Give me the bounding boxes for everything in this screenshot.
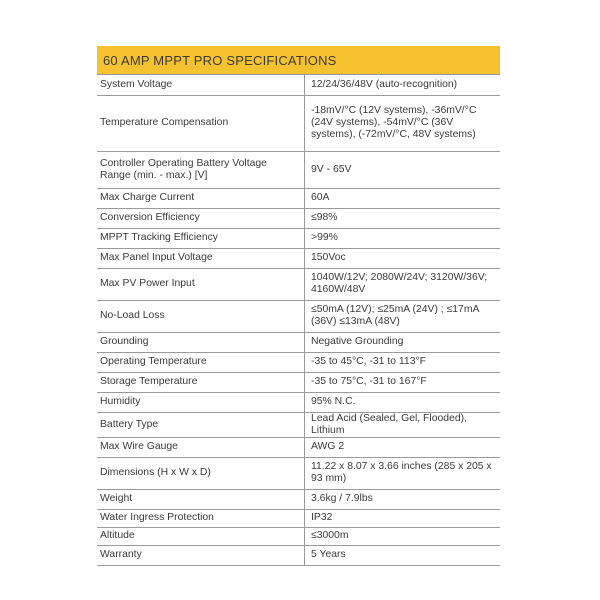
spec-value: Lead Acid (Sealed, Gel, Flooded), Lithium [305, 412, 501, 437]
spec-label: Water Ingress Protection [97, 509, 305, 527]
table-row [97, 372, 500, 392]
table-row [97, 527, 500, 545]
spec-label: Weight [97, 489, 305, 509]
spec-value: 9V - 65V [305, 151, 501, 188]
spec-label: Storage Temperature [97, 372, 305, 392]
spec-value: ≤98% [305, 208, 501, 228]
table-row [97, 545, 500, 565]
spec-value: IP32 [305, 509, 501, 527]
table-row [97, 188, 500, 208]
spec-value: 60A [305, 188, 501, 208]
spec-value: -35 to 45°C, -31 to 113°F [305, 352, 501, 372]
spec-value: -35 to 75°C, -31 to 167°F [305, 372, 501, 392]
spec-label: System Voltage [97, 75, 305, 95]
spec-label: No-Load Loss [97, 300, 305, 332]
spec-label: Max PV Power Input [97, 268, 305, 300]
table-row [97, 509, 500, 527]
table-row [97, 208, 500, 228]
table-row [97, 457, 500, 489]
spec-label: Max Wire Gauge [97, 437, 305, 457]
table-row [97, 412, 500, 437]
table-row [97, 392, 500, 412]
table-row [97, 228, 500, 248]
spec-table-title: 60 AMP MPPT PRO SPECIFICATIONS [97, 46, 500, 75]
spec-value: ≤3000m [305, 527, 501, 545]
spec-value: 5 Years [305, 545, 501, 565]
spec-value: -18mV/°C (12V systems), -36mV/°C (24V systems), -54mV/°C (36V systems), (-72mV/°C, 48V systems) [305, 95, 501, 151]
table-row [97, 489, 500, 509]
spec-label: Warranty [97, 545, 305, 565]
table-row [97, 268, 500, 300]
spec-sheet [97, 46, 500, 566]
spec-value: AWG 2 [305, 437, 501, 457]
spec-value: 3.6kg / 7.9lbs [305, 489, 501, 509]
spec-label: Dimensions (H x W x D) [97, 457, 305, 489]
spec-label: Humidity [97, 392, 305, 412]
table-row [97, 151, 500, 188]
table-row [97, 75, 500, 95]
spec-label: Temperature Compensation [97, 95, 305, 151]
table-row [97, 332, 500, 352]
spec-table [97, 75, 500, 566]
spec-value: ≤50mA (12V); ≤25mA (24V) ; ≤17mA (36V) ≤13mA (48V) [305, 300, 501, 332]
spec-label: Operating Temperature [97, 352, 305, 372]
table-row [97, 248, 500, 268]
spec-value: Negative Grounding [305, 332, 501, 352]
spec-value: 150Voc [305, 248, 501, 268]
spec-value: 1040W/12V; 2080W/24V; 3120W/36V; 4160W/48V [305, 268, 501, 300]
table-row [97, 95, 500, 151]
spec-label: Conversion Efficiency [97, 208, 305, 228]
spec-value: 11.22 x 8.07 x 3.66 inches (285 x 205 x 93 mm) [305, 457, 501, 489]
spec-label: Grounding [97, 332, 305, 352]
table-row [97, 437, 500, 457]
spec-label: Max Charge Current [97, 188, 305, 208]
spec-label: Altitude [97, 527, 305, 545]
table-row [97, 300, 500, 332]
spec-value: 12/24/36/48V (auto-recognition) [305, 75, 501, 95]
spec-label: Max Panel Input Voltage [97, 248, 305, 268]
spec-label: MPPT Tracking Efficiency [97, 228, 305, 248]
spec-label: Controller Operating Battery Voltage Range (min. - max.) [V] [97, 151, 305, 188]
table-row [97, 352, 500, 372]
spec-value: >99% [305, 228, 501, 248]
spec-value: 95% N.C. [305, 392, 501, 412]
spec-label: Battery Type [97, 412, 305, 437]
